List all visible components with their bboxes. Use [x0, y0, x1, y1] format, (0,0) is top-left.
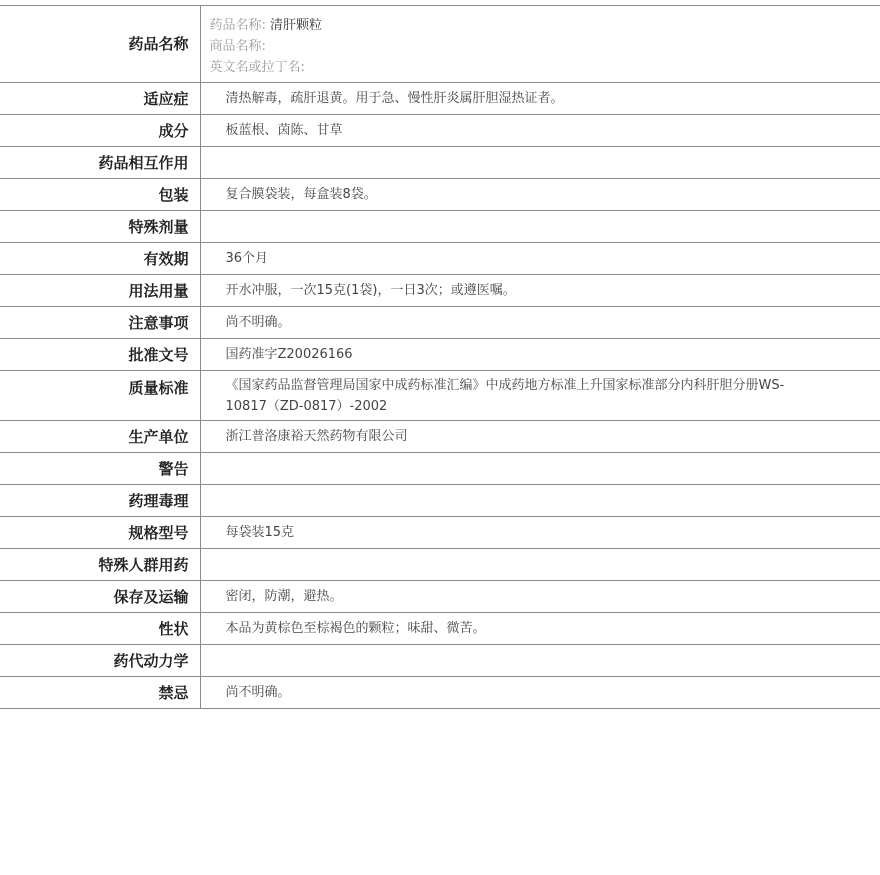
- quality-standard-row: [0, 371, 880, 421]
- storage-transport-row: [0, 581, 880, 613]
- drug-info-table: [0, 5, 880, 709]
- specification-label: 规格型号: [0, 517, 200, 549]
- indications-value: 清热解毒，疏肝退黄。用于急、慢性肝炎属肝胆湿热证者。: [200, 83, 880, 115]
- trade-name-line: [210, 36, 801, 57]
- drug-name-cell: [200, 6, 880, 83]
- appearance-row: [0, 613, 880, 645]
- pharmacokinetics-label: 药代动力学: [0, 645, 200, 677]
- generic-name-value: 清肝颗粒: [270, 18, 323, 33]
- generic-name-key: 药品名称:: [209, 18, 266, 33]
- shelf-life-value: 36个月: [200, 243, 880, 275]
- specification-value: 每袋装15克: [200, 517, 880, 549]
- warning-row: [0, 453, 880, 485]
- storage-transport-label: 保存及运输: [0, 581, 200, 613]
- drug-interactions-label: 药品相互作用: [0, 147, 200, 179]
- indications-label: 适应症: [0, 83, 200, 115]
- shelf-life-label: 有效期: [0, 243, 200, 275]
- drug-name-row: [0, 6, 880, 83]
- pharmacokinetics-row: [0, 645, 880, 677]
- pharmacology-toxicology-label: 药理毒理: [0, 485, 200, 517]
- pharmacokinetics-value: [200, 645, 880, 677]
- special-dosage-row: [0, 211, 880, 243]
- storage-transport-value: 密闭，防潮，避热。: [200, 581, 880, 613]
- warning-value: [200, 453, 880, 485]
- contraindications-row: [0, 677, 880, 709]
- special-populations-label: 特殊人群用药: [0, 549, 200, 581]
- approval-number-label: 批准文号: [0, 339, 200, 371]
- english-name-line: [210, 57, 801, 78]
- special-dosage-label: 特殊剂量: [0, 211, 200, 243]
- dosage-label: 用法用量: [0, 275, 200, 307]
- specification-row: [0, 517, 880, 549]
- warning-label: 警告: [0, 453, 200, 485]
- ingredients-label: 成分: [0, 115, 200, 147]
- special-dosage-value: [200, 211, 880, 243]
- english-name-key: 英文名或拉丁名:: [209, 60, 305, 75]
- packaging-row: [0, 179, 880, 211]
- packaging-label: 包装: [0, 179, 200, 211]
- drug-name-label: 药品名称: [0, 6, 200, 83]
- trade-name-key: 商品名称:: [209, 39, 266, 54]
- dosage-row: [0, 275, 880, 307]
- generic-name-line: [210, 15, 801, 36]
- approval-number-value: 国药准字Z20026166: [200, 339, 880, 371]
- indications-row: [0, 83, 880, 115]
- manufacturer-label: 生产单位: [0, 421, 200, 453]
- shelf-life-row: [0, 243, 880, 275]
- pharmacology-toxicology-value: [200, 485, 880, 517]
- packaging-value: 复合膜袋装，每盒装8袋。: [200, 179, 880, 211]
- quality-standard-label: 质量标准: [0, 371, 200, 421]
- appearance-value: 本品为黄棕色至棕褐色的颗粒；味甜、微苦。: [200, 613, 880, 645]
- ingredients-row: [0, 115, 880, 147]
- appearance-label: 性状: [0, 613, 200, 645]
- quality-standard-value: 《国家药品监督管理局国家中成药标准汇编》中成药地方标准上升国家标准部分内科肝胆分册WS-10817（ZD-0817）-2002: [200, 371, 880, 421]
- special-populations-row: [0, 549, 880, 581]
- drug-interactions-row: [0, 147, 880, 179]
- manufacturer-value: 浙江普洛康裕天然药物有限公司: [200, 421, 880, 453]
- approval-number-row: [0, 339, 880, 371]
- pharmacology-toxicology-row: [0, 485, 880, 517]
- precautions-label: 注意事项: [0, 307, 200, 339]
- contraindications-value: 尚不明确。: [200, 677, 880, 709]
- ingredients-value: 板蓝根、茵陈、甘草: [200, 115, 880, 147]
- special-populations-value: [200, 549, 880, 581]
- drug-interactions-value: [200, 147, 880, 179]
- dosage-value: 开水冲服，一次15克(1袋)，一日3次；或遵医嘱。: [200, 275, 880, 307]
- precautions-value: 尚不明确。: [200, 307, 880, 339]
- precautions-row: [0, 307, 880, 339]
- contraindications-label: 禁忌: [0, 677, 200, 709]
- manufacturer-row: [0, 421, 880, 453]
